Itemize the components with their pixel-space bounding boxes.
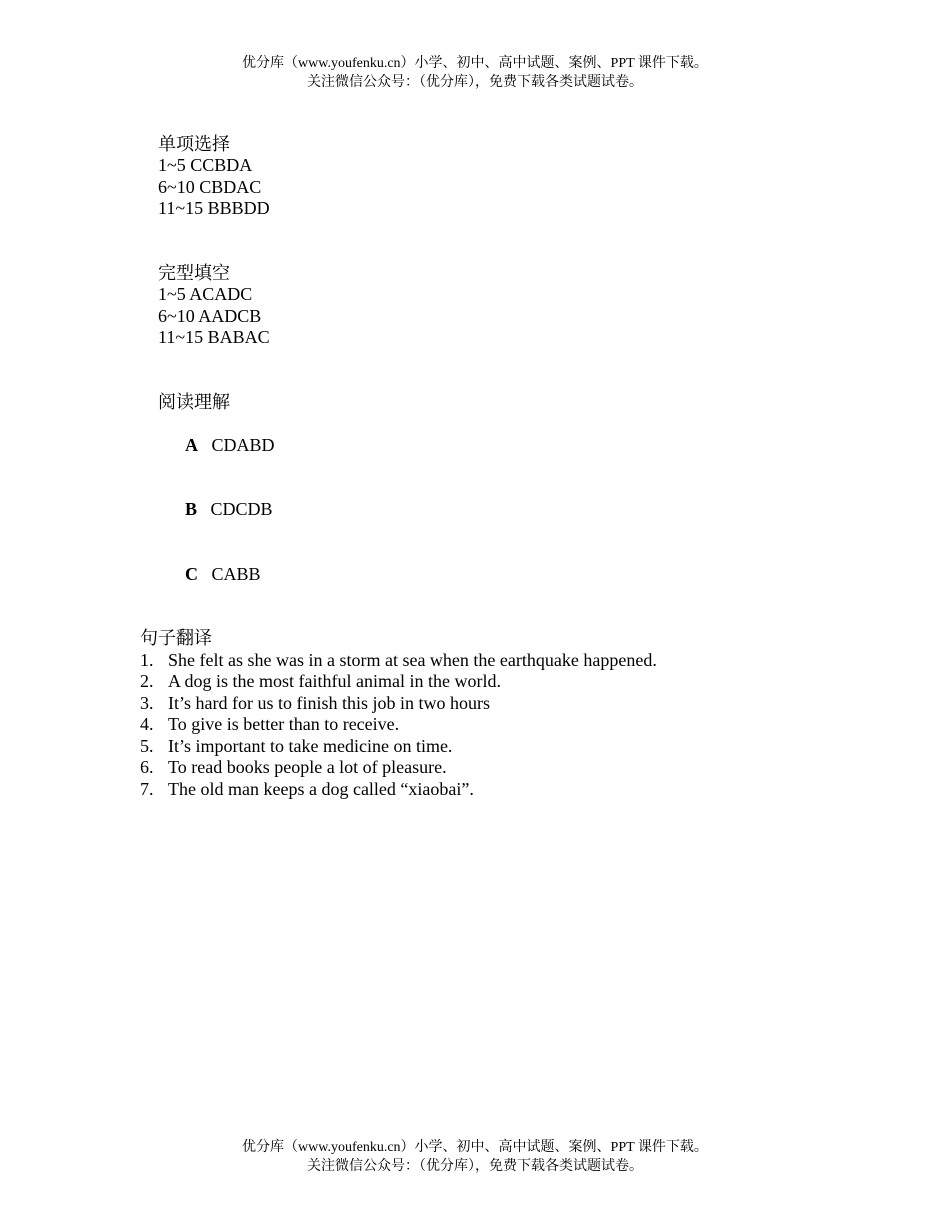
- single-choice-group-3: 11~15 BBBDD: [158, 198, 270, 218]
- item-text: It’s important to take medicine on time.: [168, 735, 453, 756]
- footer-line-wechat: 关注微信公众号：（优分库），免费下载各类试题试卷。: [307, 1159, 643, 1174]
- answer-key: [140, 112, 657, 800]
- reading-row: [140, 370, 657, 628]
- item-text: To read books people a lot of pleasure.: [168, 757, 447, 777]
- cloze-label: 完型填空: [158, 262, 230, 283]
- item-text: She felt as she was in a storm at sea when the earthquake happened.: [168, 649, 657, 670]
- list-item: [140, 757, 657, 779]
- list-item: [140, 650, 657, 672]
- cloze-group-3: 11~15 BABAC: [158, 327, 270, 347]
- reading-section-c-answers: CABB: [211, 563, 261, 584]
- reading-section-c: [158, 542, 261, 607]
- item-number: 7.: [140, 778, 154, 799]
- reading-section-a-letter: A: [185, 434, 198, 455]
- list-item: [140, 736, 657, 758]
- reading-section-b-answers: CDCDB: [210, 499, 273, 519]
- translation-list: [140, 650, 657, 801]
- list-item: [140, 714, 657, 736]
- item-text: A dog is the most faithful animal in the world.: [168, 671, 501, 691]
- reading-section-a-answers: CDABD: [211, 434, 275, 455]
- list-item: [140, 671, 657, 693]
- header-line-site: 优分库（www.youfenku.cn）小学、初中、高中试题、案例、PPT 课件下载。: [242, 56, 708, 71]
- single-choice-group-2: 6~10 CBDAC: [158, 176, 262, 197]
- header-line-wechat: 关注微信公众号：（优分库），免费下载各类试题试卷。: [307, 75, 643, 90]
- reading-section-a: [158, 413, 288, 478]
- reading-section-b-letter: B: [185, 499, 198, 519]
- item-number: 1.: [140, 649, 154, 670]
- single-choice-row: [140, 112, 657, 241]
- list-item: [140, 693, 657, 715]
- page-header: [0, 54, 950, 92]
- reading-section-c-letter: C: [185, 563, 198, 584]
- item-number: 2.: [140, 671, 154, 691]
- translation-heading: 句子翻译: [140, 628, 212, 648]
- reading-section-b: [158, 478, 300, 543]
- cloze-group-2: 6~10 AADCB: [158, 305, 262, 326]
- list-item: [140, 779, 657, 801]
- item-number: 5.: [140, 735, 154, 756]
- item-text: To give is better than to receive.: [168, 714, 400, 734]
- item-text: It’s hard for us to finish this job in two hours: [168, 692, 490, 713]
- single-choice-group-1: 1~5 CCBDA: [158, 155, 253, 175]
- item-number: 6.: [140, 757, 154, 777]
- footer-line-site: 优分库（www.youfenku.cn）小学、初中、高中试题、案例、PPT 课件下载。: [242, 1140, 708, 1155]
- single-choice-label: 单项选择: [158, 133, 230, 154]
- item-text: The old man keeps a dog called “xiaobai”.: [168, 778, 474, 799]
- item-number: 4.: [140, 714, 154, 734]
- page-footer: [0, 1138, 950, 1176]
- reading-label: 阅读理解: [158, 391, 230, 412]
- item-number: 3.: [140, 692, 154, 713]
- cloze-row: [140, 241, 657, 370]
- cloze-group-1: 1~5 ACADC: [158, 284, 253, 304]
